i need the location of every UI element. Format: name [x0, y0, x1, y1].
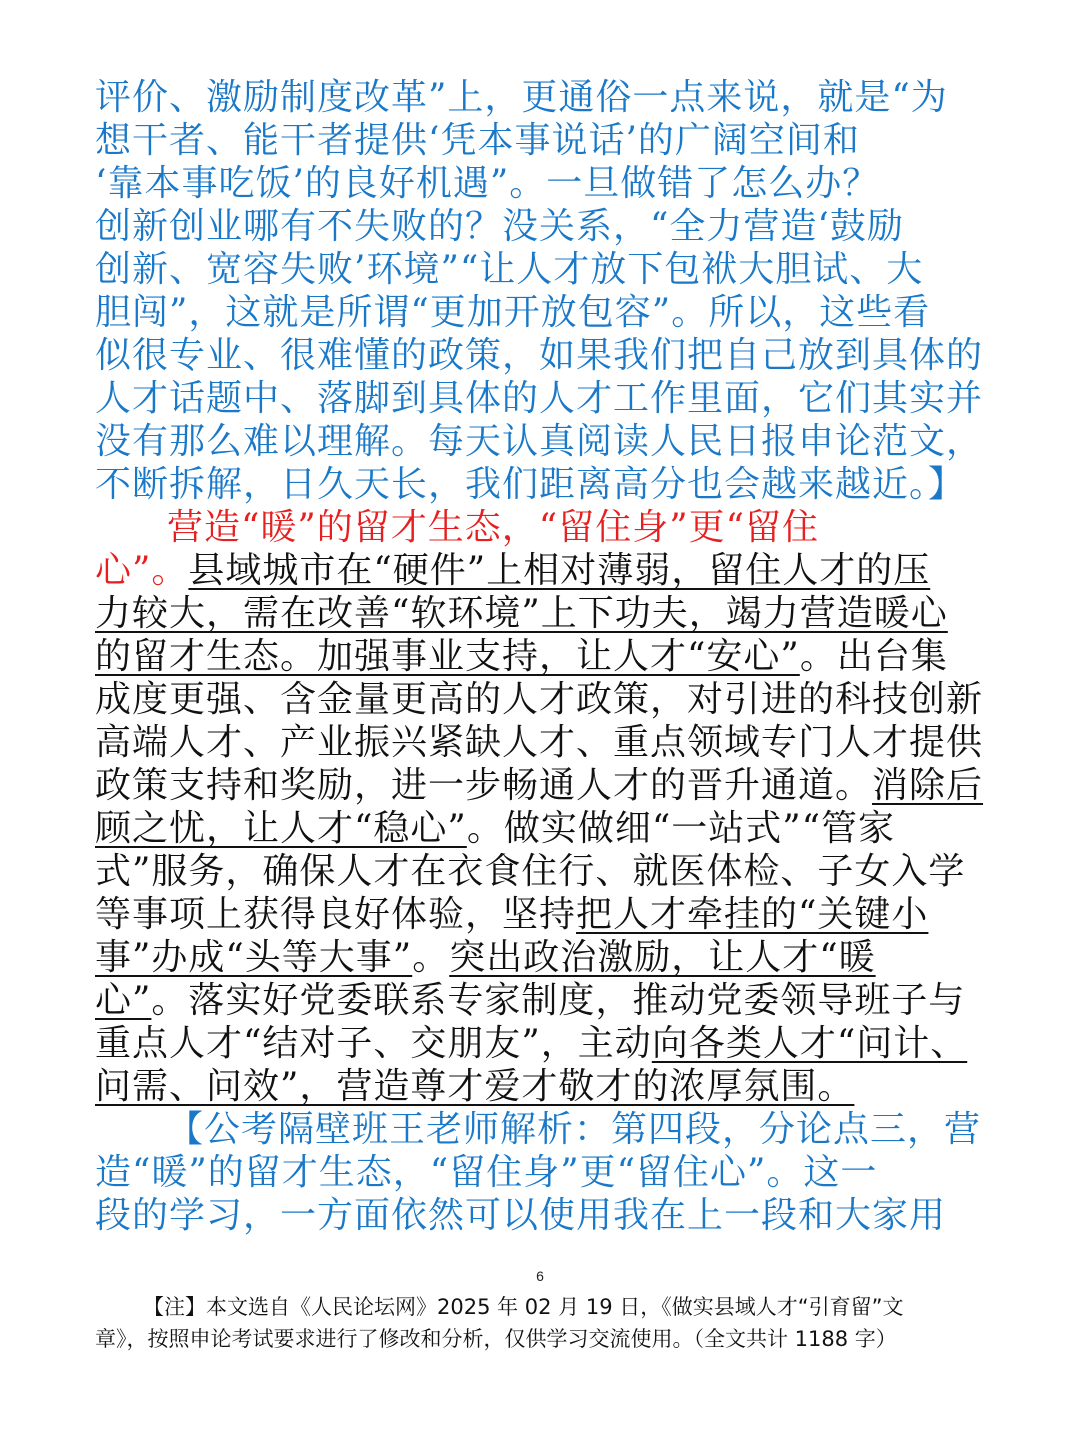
main-text-line	[95, 1022, 995, 1066]
blue-text-line: 评价、激励制度改革”上，更通俗一点来说，就是“为	[95, 77, 948, 118]
main-text-line	[95, 764, 995, 808]
underlined-text: 顾之忧，让人才“稳心”	[95, 808, 467, 849]
blue-text-line: 似很专业、很难懂的政策，如果我们把自己放到具体的	[95, 335, 984, 376]
plain-text: 政策支持和奖励，进一步畅通人才的晋升通道。	[95, 765, 873, 806]
underlined-text: 县域城市在“硬件”上相对薄弱，留住人才的压	[188, 550, 931, 591]
footer-note-line: 【注】本文选自《人民论坛网》2025 年 02 月 19 日，《做实县域人才“引育留”文	[143, 1295, 904, 1319]
blue-text-line: 不断拆解，日久天长，我们距离高分也会越来越近。】	[95, 464, 966, 505]
blue-text-line: 创新、宽容失败’环境”“让人才放下包袱大胆试、大	[95, 249, 924, 290]
plain-text: 等事项上获得良好体验，坚持	[95, 894, 577, 935]
underlined-text: 心”	[95, 980, 152, 1021]
blue-text-line: 创新创业哪有不失败的？没关系，“全力营造‘鼓励	[95, 206, 904, 247]
underlined-text: 向各类人才“问计、	[651, 1023, 968, 1064]
page-number: 6	[536, 1268, 544, 1284]
underlined-text: 事”办成“头等大事”	[95, 937, 413, 978]
plain-text: 。	[412, 937, 450, 978]
blue-text-line: 段的学习，一方面依然可以使用我在上一段和大家用	[95, 1195, 947, 1236]
main-text-line: 高端人才、产业振兴紧缺人才、重点领域专门人才提供	[95, 722, 984, 763]
underlined-text: 消除后	[872, 765, 984, 806]
section-heading: 营造“暖”的留才生态，“留住身”更“留住	[167, 507, 820, 548]
main-text-line	[95, 893, 995, 937]
footer-note-line: 章》，按照申论考试要求进行了修改和分析，仅供学习交流使用。（全文共计 1188 字）	[95, 1327, 897, 1351]
underlined-text: 问需、问效”，营造尊才爱才敬才的浓厚氛围。	[95, 1066, 855, 1107]
blue-text-line: 造“暖”的留才生态，“留住身”更“留住心”。这一	[95, 1152, 878, 1193]
underlined-text: 加强事业支持，让人才“安心”	[317, 636, 800, 677]
main-text-line: 成度更强、含金量更高的人才政策，对引进的科技创新	[95, 679, 984, 720]
blue-text-line: 胆闯”，这就是所谓“更加开放包容”。所以，这些看	[95, 292, 931, 333]
blue-text-line: 想干者、能干者提供‘凭本事说话’的广阔空间和	[95, 120, 860, 161]
blue-text-line: 【公考隔壁班王老师解析：第四段，分论点三，营	[167, 1109, 982, 1150]
main-text-line	[95, 979, 995, 1023]
underlined-text: 的留才生态。	[95, 636, 318, 677]
blue-text-line: 人才话题中、落脚到具体的人才工作里面，它们其实并	[95, 378, 984, 419]
main-text-line	[95, 592, 995, 636]
main-text-line	[95, 549, 995, 593]
plain-text: 。出台集	[799, 636, 948, 677]
underlined-text: 把人才牵挂的“关键小	[576, 894, 929, 935]
underlined-text: 突出政治激励，让人才“暖	[449, 937, 876, 978]
main-text-line	[95, 936, 995, 980]
main-text-line: 式”服务，确保人才在衣食住行、就医体检、子女入学	[95, 851, 966, 892]
main-text-line	[95, 807, 995, 851]
section-heading-end: 心”。	[95, 550, 189, 591]
underlined-text: 力较大，需在改善“软环境”上下功夫，竭力营造暖心	[95, 593, 948, 634]
plain-text: 。做实做细“一站式”“管家	[466, 808, 896, 849]
blue-text-line: 没有那么难以理解。每天认真阅读人民日报申论范文，	[95, 421, 984, 462]
blue-text-line: ‘靠本事吃饭’的良好机遇”。一旦做错了怎么办？	[95, 163, 880, 204]
plain-text: 重点人才“结对子、交朋友”，主动	[95, 1023, 652, 1064]
main-text-line	[95, 635, 995, 679]
main-text-line	[95, 1065, 995, 1109]
plain-text: 。落实好党委联系专家制度，推动党委领导班子与	[151, 980, 966, 1021]
